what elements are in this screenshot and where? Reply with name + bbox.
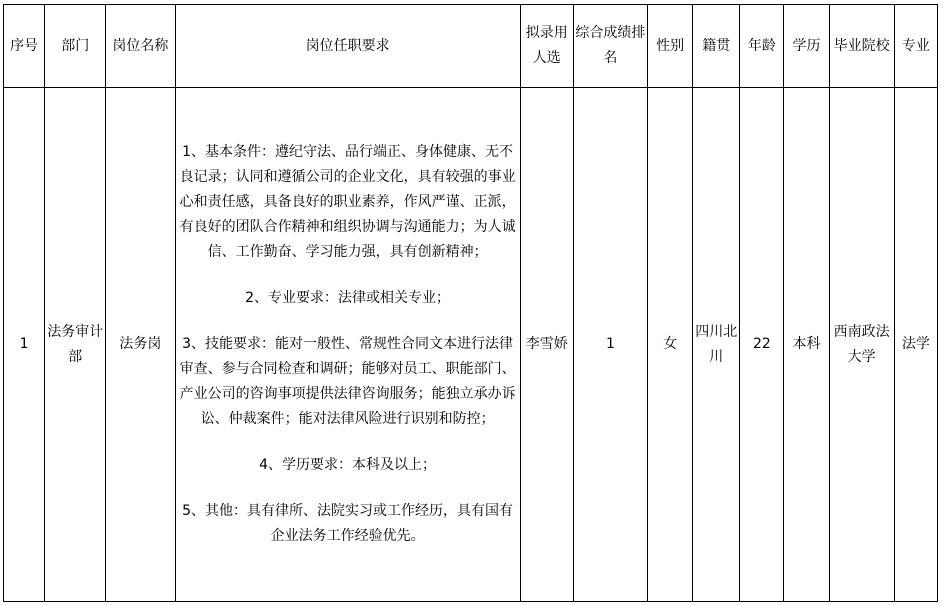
- cell-education: 本科: [784, 88, 829, 602]
- cell-no: 1: [4, 88, 45, 602]
- cell-native-place-text: 四川北川: [695, 323, 738, 365]
- header-school: 毕业院校: [829, 5, 894, 88]
- header-no: 序号: [4, 5, 45, 88]
- cell-gender: 女: [648, 88, 693, 602]
- cell-native-place: [693, 88, 740, 602]
- header-candidate-label: 拟录用人选: [525, 25, 568, 66]
- header-rank-label: 综合成绩排名: [575, 25, 646, 66]
- header-rank: [573, 5, 647, 88]
- requirement-item-3: 3、技能要求：能对一般性、常规性合同文本进行法律审查、参与合同检查和调研；能够对员工、职能部门、产业公司的咨询事项提供法律咨询服务；能独立承办诉讼、仲裁案件；能对法律风险进行识别和防控；: [179, 336, 516, 427]
- cell-dept: [45, 88, 106, 602]
- requirement-item-4: 4、学历要求：本科及以上；: [259, 457, 437, 473]
- requirement-item-1: 1、基本条件：遵纪守法、品行端正、身体健康、无不良记录；认同和遵循公司的企业文化，具有较强的事业心和责任感，具备良好的职业素养，作风严谨、正派，有良好的团队合作精神和组织协调与沟通能力；为人诚信、工作勤奋、学习能力强，具有创新精神；: [179, 144, 516, 260]
- requirement-item-5: 5、其他：具有律所、法院实习或工作经历，具有国有企业法务工作经验优先。: [182, 503, 514, 544]
- header-position: 岗位名称: [106, 5, 175, 88]
- header-requirements: 岗位任职要求: [175, 5, 520, 88]
- cell-school-text: 西南政法大学: [833, 323, 890, 365]
- table-row: [4, 88, 938, 602]
- header-native-place: 籍贯: [693, 5, 740, 88]
- cell-age: 22: [740, 88, 784, 602]
- requirement-item-2: 2、专业要求：法律或相关专业；: [245, 290, 451, 306]
- header-gender: 性别: [648, 5, 693, 88]
- cell-rank: 1: [573, 88, 647, 602]
- header-row: [4, 5, 938, 88]
- cell-dept-text: 法务审计部: [47, 323, 104, 365]
- candidate-table: [3, 4, 938, 602]
- cell-school: [829, 88, 894, 602]
- header-education: 学历: [784, 5, 829, 88]
- header-age: 年龄: [740, 5, 784, 88]
- cell-candidate: 李雪娇: [520, 88, 573, 602]
- cell-requirements: [175, 88, 520, 602]
- header-major: 专业: [894, 5, 937, 88]
- header-dept: 部门: [45, 5, 106, 88]
- cell-major: 法学: [894, 88, 937, 602]
- header-candidate: [520, 5, 573, 88]
- cell-position: 法务岗: [106, 88, 175, 602]
